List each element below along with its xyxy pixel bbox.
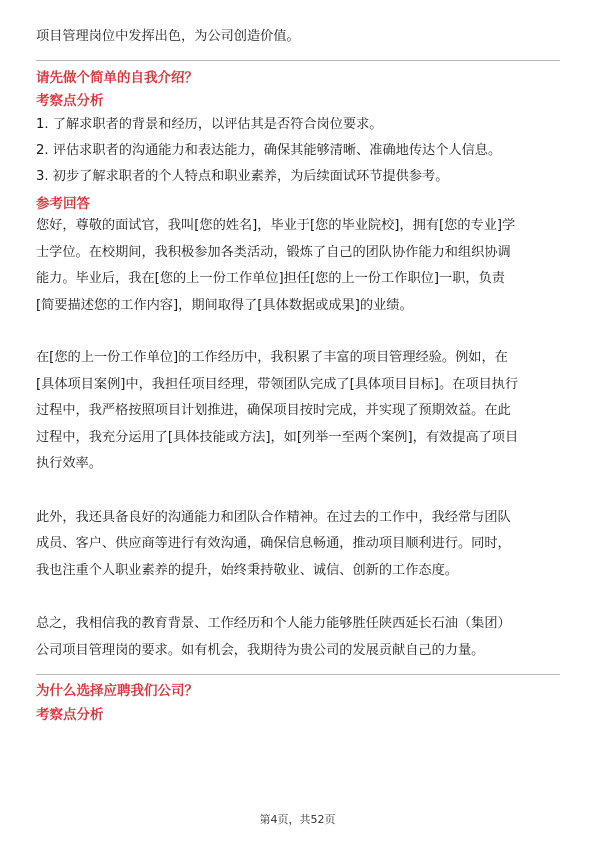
answer-line: 过程中，我充分运用了[具体技能或方法]，如[列举一至两个案例]，有效提高了项目: [36, 429, 519, 445]
intro-text: 项目管理岗位中发挥出色，为公司创造价值。: [36, 29, 300, 44]
answer-paragraph: [36, 611, 560, 664]
answer-line: 您好，尊敬的面试官，我叫[您的姓名]，毕业于[您的毕业院校]，拥有[您的专业]学: [36, 218, 516, 233]
analysis-list: [36, 112, 560, 190]
answer-paragraph: [36, 505, 560, 585]
page-content: [36, 0, 560, 725]
answer-line: 在[您的上一份工作单位]的工作经历中，我积累了丰富的项目管理经验。例如，在: [36, 350, 508, 365]
answer-paragraph: [36, 345, 560, 478]
divider: [36, 60, 560, 61]
answer-heading: 参考回答: [36, 196, 90, 212]
answer-line: 成员、客户、供应商等进行有效沟通，确保信息畅通，推动项目顺利进行。同时，: [36, 536, 511, 551]
answer-line: 总之，我相信我的教育背景、工作经历和个人能力能够胜任陕西延长石油（集团）: [36, 616, 511, 631]
divider: [36, 674, 560, 675]
answer-line: 过程中，我严格按照项目计划推进，确保项目按时完成，并实现了预期效益。在此: [36, 403, 511, 418]
analysis-heading: 考察点分析: [36, 93, 104, 109]
answer-line: [简要描述您的工作内容]，期间取得了[具体数据或成果]的业绩。: [36, 297, 413, 313]
answer-line: 我也注重个人职业素养的提升，始终秉持敬业、诚信、创新的工作态度。: [36, 562, 458, 578]
answer-body: [36, 213, 560, 664]
answer-line: 执行效率。: [36, 456, 102, 471]
answer-line: [具体项目案例]中，我担任项目经理，带领团队完成了[具体项目目标]。在项目执行: [36, 376, 519, 392]
question-title: 为什么选择应聘我们公司？: [36, 683, 198, 699]
analysis-item: 3. 初步了解求职者的个人特点和职业素养，为后续面试环节提供参考。: [36, 169, 449, 184]
answer-line: 此外，我还具备良好的沟通能力和团队合作精神。在过去的工作中，我经常与团队: [36, 509, 511, 525]
analysis-item: 1. 了解求职者的背景和经历，以评估其是否符合岗位要求。: [36, 117, 383, 132]
analysis-item: 2. 评估求职者的沟通能力和表达能力，确保其能够清晰、准确地传达个人信息。: [36, 143, 502, 158]
answer-line: 公司项目管理岗的要求。如有机会，我期待为贵公司的发展贡献自己的力量。: [36, 642, 485, 658]
answer-line: 能力。毕业后，我在[您的上一份工作单位]担任[您的上一份工作职位]一职，负责: [36, 271, 505, 286]
analysis-heading: 考察点分析: [36, 707, 104, 723]
answer-paragraph: [36, 213, 560, 319]
question-title: 请先做个简单的自我介绍？: [36, 70, 198, 86]
page-number: 第4页，共52页: [259, 813, 336, 826]
answer-line: 士学位。在校期间，我积极参加各类活动，锻炼了自己的团队协作能力和组织协调: [36, 244, 511, 260]
